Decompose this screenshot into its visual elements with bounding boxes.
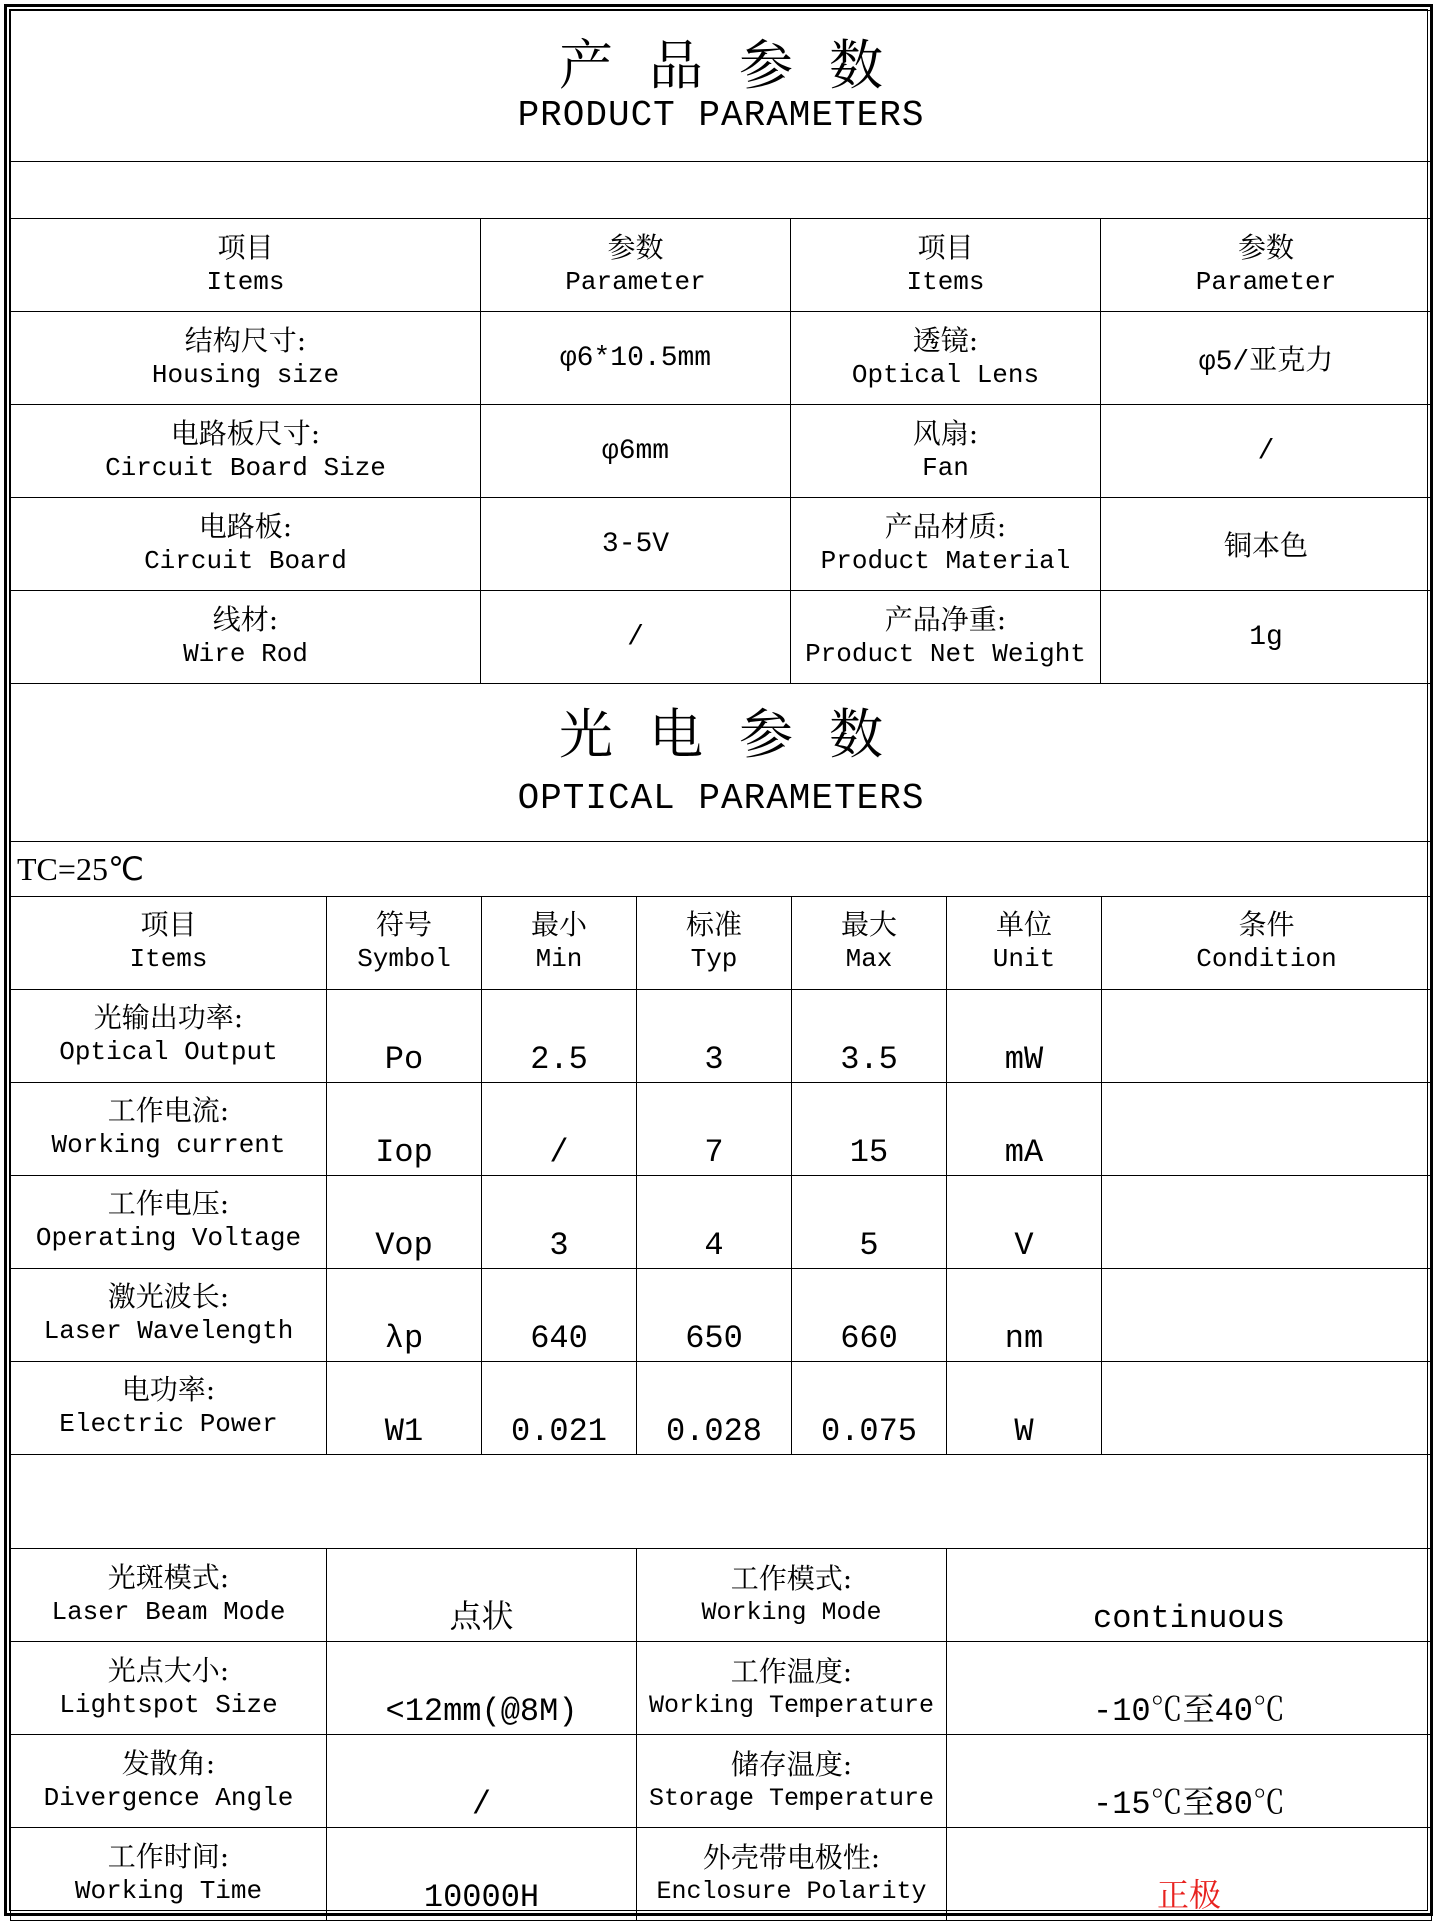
product-title-cell (11, 11, 1432, 162)
mode-parameters-table (10, 1455, 1432, 1921)
header-typ (637, 896, 792, 989)
header-en: Min (482, 942, 636, 977)
mode-en: Lightspot Size (11, 1688, 326, 1723)
param-zh: 工作电压: (11, 1186, 326, 1221)
polarity-value: 正极 (947, 1828, 1432, 1921)
param-condition (1102, 1361, 1432, 1454)
header-zh: 最大 (792, 907, 946, 942)
mode-row (11, 1549, 1432, 1642)
mode-zh: 工作时间: (11, 1839, 326, 1874)
param-condition (1102, 989, 1432, 1082)
param-en: Working current (11, 1128, 326, 1163)
product-row (11, 498, 1432, 591)
header-zh: 最小 (482, 907, 636, 942)
product-title-en: PRODUCT PARAMETERS (11, 95, 1431, 136)
mode-en: Divergence Angle (11, 1781, 326, 1816)
header-en: Parameter (1101, 265, 1431, 300)
param-condition (1102, 1082, 1432, 1175)
mode-value: <12mm(@8M) (327, 1642, 637, 1735)
param-en: Operating Voltage (11, 1221, 326, 1256)
header-zh: 参数 (481, 230, 790, 265)
mode-zh: 工作模式: (637, 1561, 946, 1596)
item-en: Product Material (791, 544, 1100, 579)
param-min: 0.021 (482, 1361, 637, 1454)
param-zh: 激光波长: (11, 1279, 326, 1314)
optical-row (11, 1268, 1432, 1361)
param-max: 5 (792, 1175, 947, 1268)
item-en: Circuit Board Size (11, 451, 480, 486)
item-zh: 风扇: (791, 416, 1100, 451)
param-condition (1102, 1268, 1432, 1361)
param-unit: mW (947, 989, 1102, 1082)
mode-zh: 外壳带电极性: (637, 1840, 946, 1875)
product-parameters-table (10, 10, 1432, 684)
mode-zh: 工作温度: (637, 1654, 946, 1689)
param-max: 0.075 (792, 1361, 947, 1454)
item-label (11, 405, 481, 498)
param-label (11, 1175, 327, 1268)
mode-label (637, 1642, 947, 1735)
item-value: / (481, 591, 791, 684)
param-label (11, 989, 327, 1082)
header-max (792, 896, 947, 989)
item-value: / (1101, 405, 1432, 498)
item-zh: 产品净重: (791, 602, 1100, 637)
param-en: Optical Output (11, 1035, 326, 1070)
mode-label (11, 1828, 327, 1921)
param-zh: 工作电流: (11, 1093, 326, 1128)
item-en: Wire Rod (11, 637, 480, 672)
optical-parameters-table (10, 684, 1432, 1455)
item-zh: 结构尺寸: (11, 323, 480, 358)
param-condition (1102, 1175, 1432, 1268)
optical-row (11, 1361, 1432, 1454)
item-label (11, 312, 481, 405)
item-value: 1g (1101, 591, 1432, 684)
param-typ: 3 (637, 989, 792, 1082)
optical-row (11, 989, 1432, 1082)
header-parameter-1 (481, 219, 791, 312)
mode-zh: 光点大小: (11, 1653, 326, 1688)
param-label (11, 1082, 327, 1175)
mode-value: -15℃至80℃ (947, 1735, 1432, 1828)
param-typ: 7 (637, 1082, 792, 1175)
item-label (791, 312, 1101, 405)
optical-title-zh: 光电参数 (11, 705, 1431, 764)
product-header-row (11, 219, 1432, 312)
mode-zh: 储存温度: (637, 1747, 946, 1782)
item-en: Housing size (11, 358, 480, 393)
header-items (11, 896, 327, 989)
item-zh: 线材: (11, 602, 480, 637)
header-en: Symbol (327, 942, 481, 977)
header-unit (947, 896, 1102, 989)
optical-row (11, 1082, 1432, 1175)
param-unit: V (947, 1175, 1102, 1268)
mode-label (637, 1828, 947, 1921)
param-max: 660 (792, 1268, 947, 1361)
param-typ: 650 (637, 1268, 792, 1361)
item-label (11, 498, 481, 591)
item-value: φ6*10.5mm (481, 312, 791, 405)
item-label (791, 405, 1101, 498)
param-typ: 0.028 (637, 1361, 792, 1454)
header-min (482, 896, 637, 989)
mode-row (11, 1735, 1432, 1828)
header-en: Unit (947, 942, 1101, 977)
optical-title-en: OPTICAL PARAMETERS (11, 778, 1431, 819)
header-items-2 (791, 219, 1101, 312)
blank-row (11, 162, 1432, 219)
header-zh: 条件 (1102, 907, 1431, 942)
header-zh: 项目 (11, 230, 480, 265)
param-symbol: λp (327, 1268, 482, 1361)
header-en: Condition (1102, 942, 1431, 977)
mode-label (637, 1735, 947, 1828)
mode-label (11, 1735, 327, 1828)
mode-label (637, 1549, 947, 1642)
mode-value: / (327, 1735, 637, 1828)
param-unit: W (947, 1361, 1102, 1454)
header-parameter-2 (1101, 219, 1432, 312)
item-value: 3-5V (481, 498, 791, 591)
param-typ: 4 (637, 1175, 792, 1268)
header-zh: 项目 (791, 230, 1100, 265)
product-row (11, 405, 1432, 498)
param-en: Laser Wavelength (11, 1314, 326, 1349)
param-unit: nm (947, 1268, 1102, 1361)
param-label (11, 1268, 327, 1361)
item-zh: 产品材质: (791, 509, 1100, 544)
header-zh: 项目 (11, 907, 326, 942)
header-zh: 标准 (637, 907, 791, 942)
param-symbol: Po (327, 989, 482, 1082)
item-value: 铜本色 (1101, 498, 1432, 591)
item-en: Circuit Board (11, 544, 480, 579)
mode-en: Working Temperature (637, 1689, 946, 1723)
header-en: Max (792, 942, 946, 977)
param-label (11, 1361, 327, 1454)
param-en: Electric Power (11, 1407, 326, 1442)
param-min: 3 (482, 1175, 637, 1268)
param-zh: 电功率: (11, 1372, 326, 1407)
mode-zh: 发散角: (11, 1746, 326, 1781)
mode-value: -10℃至40℃ (947, 1642, 1432, 1735)
item-zh: 电路板尺寸: (11, 416, 480, 451)
header-en: Typ (637, 942, 791, 977)
header-items-1 (11, 219, 481, 312)
mode-row (11, 1642, 1432, 1735)
header-en: Items (11, 265, 480, 300)
optical-header-row (11, 896, 1432, 989)
optical-row (11, 1175, 1432, 1268)
param-min: / (482, 1082, 637, 1175)
header-condition (1102, 896, 1432, 989)
item-zh: 透镜: (791, 323, 1100, 358)
header-en: Parameter (481, 265, 790, 300)
optical-title-cell (11, 684, 1432, 841)
param-max: 3.5 (792, 989, 947, 1082)
item-zh: 电路板: (11, 509, 480, 544)
param-symbol: Vop (327, 1175, 482, 1268)
item-label (791, 591, 1101, 684)
blank-row (11, 1455, 1432, 1549)
param-unit: mA (947, 1082, 1102, 1175)
mode-value: 10000H (327, 1828, 637, 1921)
spec-sheet (4, 4, 1433, 1916)
product-row (11, 591, 1432, 684)
mode-row (11, 1828, 1432, 1921)
param-max: 15 (792, 1082, 947, 1175)
param-min: 640 (482, 1268, 637, 1361)
param-zh: 光输出功率: (11, 1000, 326, 1035)
mode-en: Storage Temperature (637, 1782, 946, 1816)
item-en: Fan (791, 451, 1100, 486)
mode-en: Laser Beam Mode (11, 1595, 326, 1630)
mode-label (11, 1549, 327, 1642)
header-zh: 单位 (947, 907, 1101, 942)
header-zh: 符号 (327, 907, 481, 942)
header-en: Items (11, 942, 326, 977)
param-symbol: W1 (327, 1361, 482, 1454)
header-en: Items (791, 265, 1100, 300)
header-zh: 参数 (1101, 230, 1431, 265)
test-condition: TC=25℃ (11, 841, 1432, 896)
item-label (791, 498, 1101, 591)
mode-value: continuous (947, 1549, 1432, 1642)
mode-value: 点状 (327, 1549, 637, 1642)
param-min: 2.5 (482, 989, 637, 1082)
mode-zh: 光斑模式: (11, 1560, 326, 1595)
spec-sheet-inner (9, 9, 1428, 1911)
header-symbol (327, 896, 482, 989)
item-value: φ6mm (481, 405, 791, 498)
item-label (11, 591, 481, 684)
product-row (11, 312, 1432, 405)
item-en: Product Net Weight (791, 637, 1100, 672)
mode-label (11, 1642, 327, 1735)
mode-en: Working Mode (637, 1596, 946, 1630)
mode-en: Enclosure Polarity (637, 1875, 946, 1909)
product-title-zh: 产品参数 (11, 36, 1431, 95)
mode-en: Working Time (11, 1874, 326, 1909)
item-en: Optical Lens (791, 358, 1100, 393)
item-value: φ5/亚克力 (1101, 312, 1432, 405)
param-symbol: Iop (327, 1082, 482, 1175)
